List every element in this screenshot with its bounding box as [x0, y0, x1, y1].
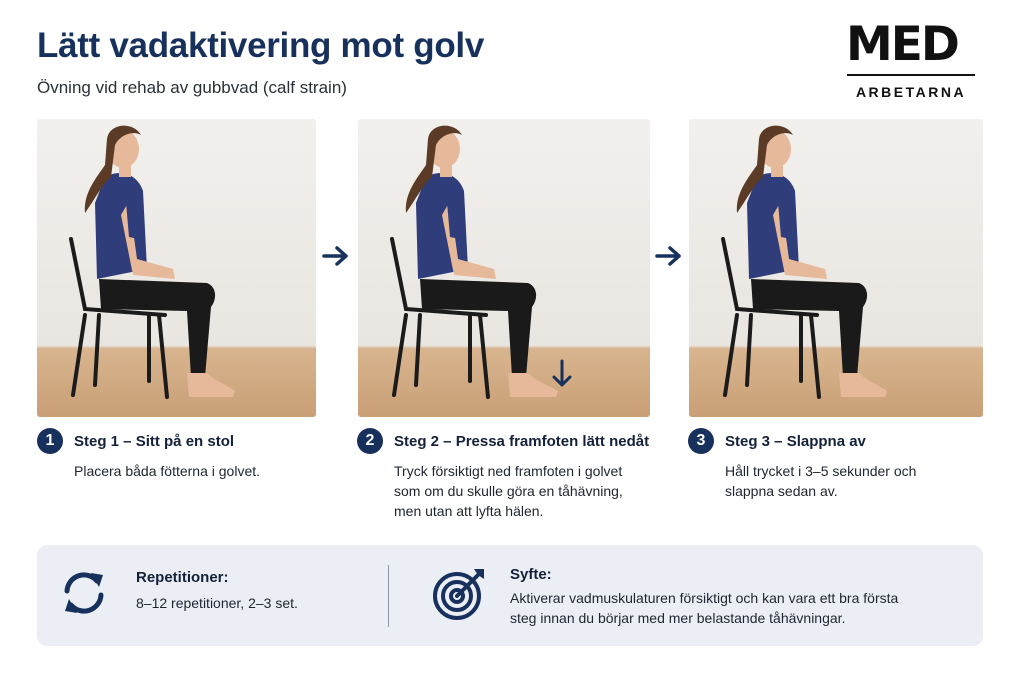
arrow-right-icon	[654, 244, 684, 268]
repetitions-heading: Repetitioner:	[136, 569, 229, 586]
logo-wordmark: MED	[846, 17, 958, 72]
purpose-text: Aktiverar vadmuskulaturen försiktigt och kan vara ett bra första steg innan du börjar med mer belastande tåhävningar.	[510, 590, 899, 626]
step-title: Steg 1 – Sitt på en stol	[74, 433, 235, 450]
step-number-badge: 2	[357, 428, 383, 454]
page-subtitle: Övning vid rehab av gubbvad (calf strain)	[37, 78, 347, 97]
page-title: Lätt vadaktivering mot golv	[37, 26, 484, 65]
repeat-icon	[59, 567, 109, 619]
seated-woman-pressing-illustration	[358, 119, 650, 417]
repetitions-text: 8–12 repetitioner, 2–3 set.	[136, 595, 298, 611]
seated-woman-relaxed-illustration	[689, 119, 983, 417]
step-2-image	[358, 119, 650, 417]
seated-woman-illustration	[37, 119, 316, 417]
step-3-image	[689, 119, 983, 417]
arrow-right-icon	[321, 244, 351, 268]
info-panel	[37, 545, 983, 646]
logo-subtitle: ARBETARNA	[855, 84, 967, 100]
arrow-down-icon	[554, 361, 570, 385]
step-title: Steg 3 – Slappna av	[725, 433, 866, 450]
step-title: Steg 2 – Pressa framfoten lätt nedåt	[394, 433, 650, 450]
target-icon	[430, 565, 488, 623]
step-description: Placera båda fötterna i golvet.	[74, 463, 261, 479]
purpose-heading: Syfte:	[510, 566, 552, 583]
step-description: Håll trycket i 3–5 sekunder och slappna sedan av.	[725, 463, 917, 499]
step-number-badge: 3	[688, 428, 714, 454]
step-number-badge: 1	[37, 428, 63, 454]
step-description: Tryck försiktigt ned framfoten i golvet som om du skulle göra en tåhävning, men utan att lyfta hälen.	[394, 463, 623, 519]
step-1-image	[37, 119, 316, 417]
logo	[846, 17, 976, 102]
logo-underline	[847, 74, 975, 76]
divider	[388, 565, 389, 627]
